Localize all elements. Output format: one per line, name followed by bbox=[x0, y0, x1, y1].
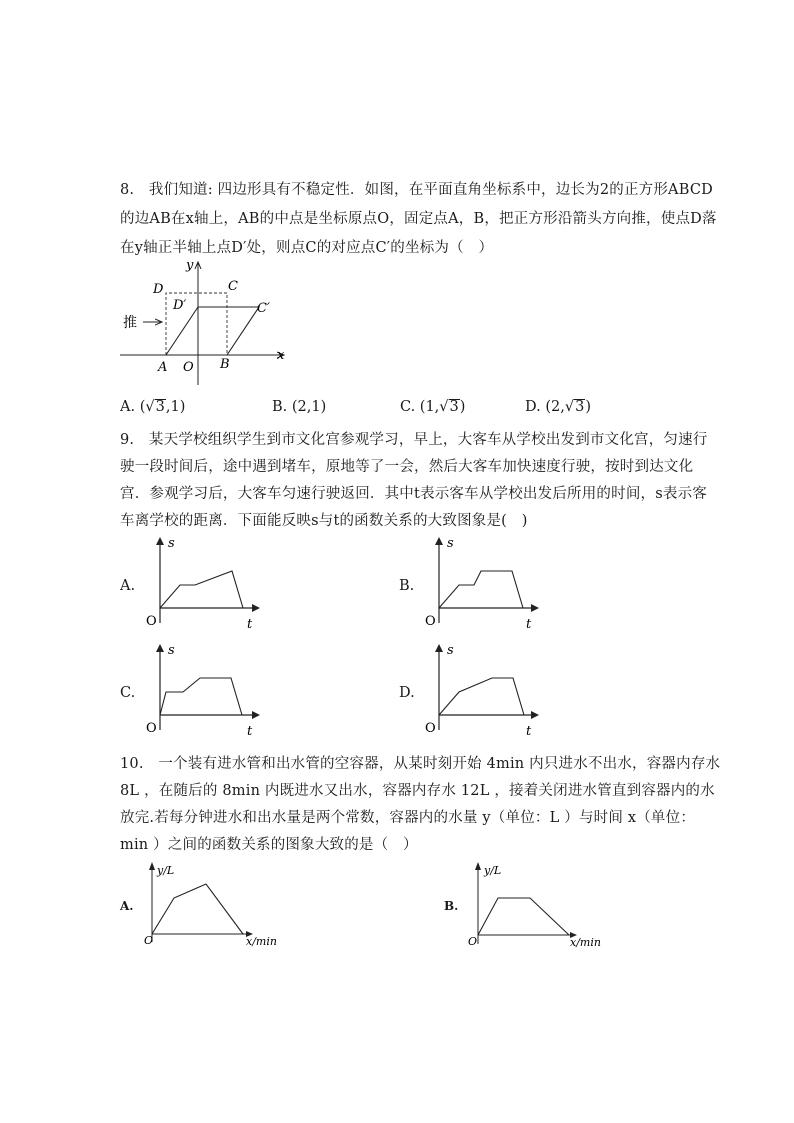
q9-c-x: t bbox=[247, 724, 253, 739]
q8-option-a: A. (√3,1) bbox=[120, 399, 186, 415]
q10-a-o: O bbox=[144, 934, 154, 947]
q10-b-o: O bbox=[468, 935, 478, 948]
q9-option-d-label: D. bbox=[399, 685, 415, 701]
q9-graph-c-curve bbox=[160, 678, 242, 715]
q8-label-Dp: D′ bbox=[173, 298, 187, 313]
q10-graph-a bbox=[140, 858, 290, 950]
q9-a-o: O bbox=[146, 614, 157, 629]
q8-label-D: D bbox=[153, 282, 164, 297]
q9-line-1: 9. 某天学校组织学生到市文化宫参观学习，早上，大客车从学校出发到市文化宫，匀速行 bbox=[120, 432, 708, 448]
q10-line-3: 放完.若每分钟进水和出水量是两个常数，容器内的水量 y（单位：L ）与时间 x（单位： bbox=[120, 810, 696, 826]
q8-option-d: D. (2,√3) bbox=[525, 399, 591, 415]
q9-graph-b-curve bbox=[439, 571, 523, 608]
q10-b-y: y/L bbox=[484, 864, 502, 877]
q10-graph-a-curve bbox=[152, 884, 243, 934]
q9-option-a-label: A. bbox=[120, 578, 136, 594]
q10-a-x: x/min bbox=[246, 935, 277, 948]
q9-d-y: s bbox=[447, 643, 454, 658]
q8-option-c: C. (1,√3) bbox=[400, 399, 466, 415]
q8-figure bbox=[115, 255, 295, 390]
q9-option-c-label: C. bbox=[120, 685, 136, 701]
q10-option-a-label: A. bbox=[120, 899, 134, 913]
q9-b-o: O bbox=[425, 614, 436, 629]
q9-d-o: O bbox=[425, 721, 436, 736]
q9-graph-a bbox=[140, 533, 270, 633]
q8-label-A: A bbox=[158, 360, 168, 375]
q8-label-B: B bbox=[220, 357, 230, 372]
q9-a-y: s bbox=[168, 536, 175, 551]
q9-graph-b bbox=[419, 533, 549, 633]
q9-a-x: t bbox=[247, 617, 253, 632]
q9-c-y: s bbox=[168, 643, 175, 658]
q9-line-3: 宫．参观学习后，大客车匀速行驶返回．其中t表示客车从学校出发后所用的时间，s表示客 bbox=[120, 486, 707, 502]
q9-d-x: t bbox=[526, 724, 532, 739]
q8-line-1: 8. 我们知道: 四边形具有不稳定性．如图，在平面直角坐标系中，边长为2的正方形ABCD bbox=[120, 182, 713, 198]
q9-graph-c bbox=[140, 640, 270, 740]
q9-line-4: 车离学校的距离．下面能反映s与t的函数关系的大致图象是( ) bbox=[120, 513, 528, 529]
q8-push-label: 推 bbox=[123, 315, 137, 331]
q8-label-O: O bbox=[183, 360, 194, 375]
q8-parallelogram bbox=[166, 307, 259, 355]
q9-graph-a-curve bbox=[160, 571, 243, 608]
q8-label-C: C bbox=[228, 279, 238, 294]
q9-option-b-label: B. bbox=[399, 578, 415, 594]
q10-line-4: min ）之间的函数关系的图象大致的是（ ） bbox=[120, 837, 418, 853]
q10-line-2: 8L ，在随后的 8min 内既进水又出水，容器内存水 12L ，接着关闭进水管直到容器内的水 bbox=[120, 783, 715, 799]
q8-label-Cp: C′ bbox=[257, 301, 270, 316]
q9-b-x: t bbox=[526, 617, 532, 632]
q8-line-3: 在y轴正半轴上点D′处，则点C的对应点C′的坐标为（ ） bbox=[120, 240, 494, 256]
q10-b-x: x/min bbox=[570, 936, 601, 949]
q10-graph-b bbox=[462, 858, 612, 950]
q8-option-b: B. (2,1) bbox=[272, 399, 327, 415]
q10-line-1: 10. 一个装有进水管和出水管的空容器，从某时刻开始 4min 内只进水不出水，容器内存水 bbox=[120, 756, 721, 772]
q9-c-o: O bbox=[146, 721, 157, 736]
q9-graph-d bbox=[419, 640, 549, 740]
q10-graph-b-curve bbox=[478, 898, 569, 935]
q9-line-2: 驶一段时间后，途中遇到堵车，原地等了一会，然后大客车加快速度行驶，按时到达文化 bbox=[120, 459, 694, 475]
q9-b-y: s bbox=[447, 536, 454, 551]
q9-graph-d-curve bbox=[439, 678, 524, 715]
q8-x-label: x bbox=[277, 348, 285, 363]
q10-a-y: y/L bbox=[157, 864, 175, 877]
q8-y-label: y bbox=[186, 258, 194, 273]
q10-option-b-label: B. bbox=[444, 899, 459, 913]
q8-line-2: 的边AB在x轴上，AB的中点是坐标原点O，固定点A，B，把正方形沿箭头方向推，使点D落 bbox=[120, 211, 717, 227]
